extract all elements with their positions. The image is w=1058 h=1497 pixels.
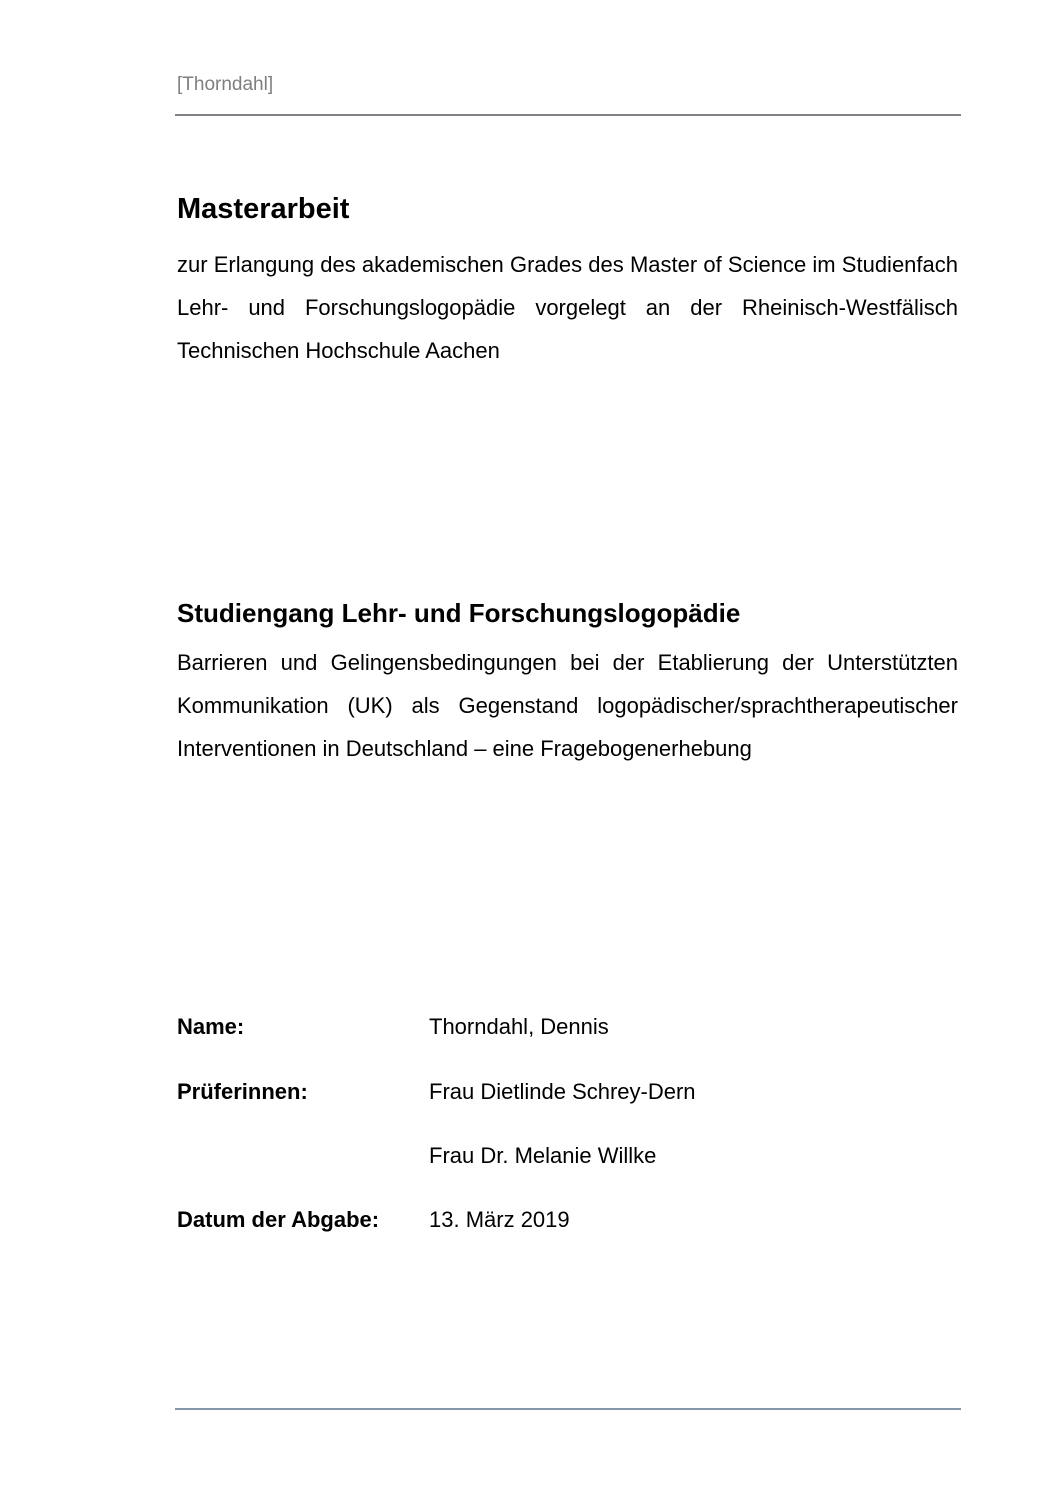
name-value: Thorndahl, Dennis [429, 1014, 609, 1039]
footer-divider [175, 1408, 961, 1410]
name-label: Name: [177, 1014, 245, 1039]
date-label: Datum der Abgabe: [177, 1207, 380, 1232]
intro-paragraph: zur Erlangung des akademischen Grades des Master of Science im Studienfach Lehr- und Forschungslogopädie vorgelegt an der Rheinisch-Westfälisch Technischen Hochschule Aachen [177, 252, 958, 363]
header-divider [175, 114, 961, 116]
thesis-type-heading: Masterarbeit [177, 193, 350, 225]
examiner-1: Frau Dietlinde Schrey-Dern [429, 1079, 696, 1104]
examiners-label: Prüferinnen: [177, 1079, 308, 1104]
examiner-2: Frau Dr. Melanie Willke [429, 1143, 657, 1168]
program-heading: Studiengang Lehr- und Forschungslogopädie [177, 598, 741, 628]
date-value: 13. März 2019 [429, 1207, 570, 1232]
thesis-title-paragraph: Barrieren und Gelingensbedingungen bei der Etablierung der Unterstützten Kommunikation (UK) als Gegenstand logopädischer/sprachtherapeutischer Interventionen in Deutschland – eine Fragebogenerhebung [177, 650, 958, 761]
running-header: [Thorndahl] [177, 74, 274, 95]
